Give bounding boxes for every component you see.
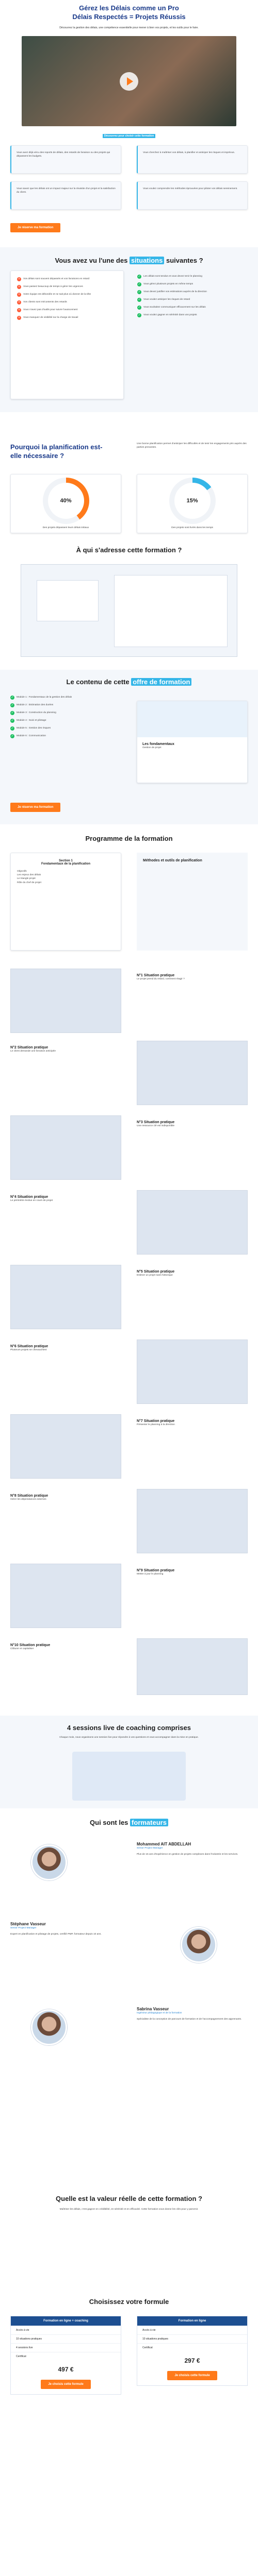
play-icon[interactable] xyxy=(120,72,138,91)
hero-intro: Découvrez la gestion des délais, une compétence essentielle pour mener à bien vos projets, et les outils pour le faire. xyxy=(59,26,199,29)
pricing-plan: Formation en ligne Accès à vie 10 situations pratiques Certificat 297 € Je choisis cette formule xyxy=(137,2316,248,2386)
value-text: Maîtriser les délais, c'est gagner en crédibilité, en sérénité et en efficacité. Cette formation vous donne les clés pour y parvenir. xyxy=(59,2208,199,2211)
quote-card: Vous avez déjà vécu des reports de délais, des retards de livraison ou des projets qui dépassent les budgets. xyxy=(10,145,121,174)
situation-image xyxy=(10,1414,121,1479)
trainer-card: Sabrina Vasseur Ingénieur pédagogique et de la formation Spécialiste de la conception de parcours de formation et de l'accompagnement des apprenants. xyxy=(137,2007,242,2021)
trainer-card: Mohammed AIT ABDELLAH Senior Project Manager Plus de 15 ans d'expérience en gestion de projets complexes dans l'industrie et les services. xyxy=(137,1842,238,1856)
check-icon: ✓ xyxy=(11,735,14,738)
situation-image xyxy=(10,1265,121,1329)
content-card: Les fondamentaux Gestion de projet xyxy=(137,701,248,783)
check-icon: ✓ xyxy=(138,306,141,309)
situation-item: N°4 Situation pratique Le périmètre évolue en cours de projet xyxy=(10,1195,53,1202)
pricing-plan: Formation en ligne + coaching Accès à vie 10 situations pratiques 4 sessions live Certificat 497 € Je choisis cette formule xyxy=(10,2316,121,2395)
why-title: Pourquoi la planification est-elle nécessaire ? xyxy=(10,443,103,460)
pricing-section xyxy=(0,2298,258,2566)
pricing-title: Choisissez votre formule xyxy=(89,2298,169,2306)
cross-icon: × xyxy=(17,308,21,312)
programme-side-card: Méthodes et outils de planification xyxy=(137,853,248,951)
situation-item: N°5 Situation pratique Estimer un projet sans historique xyxy=(137,1270,175,1277)
check-icon: ✓ xyxy=(138,314,141,317)
problem-list-left: × Vos délais sont souvent dépassés et vos livraisons en retard × Vous passez beaucoup de temps à gérer les urgences × Votre équipe est débordée et ne sait plus où donner de la tête × Vos clients sont mécontents des retards × Vous n'avez pas d'outils pour suivre l'avancement × Vous manquez de visibilité sur la charge de travail xyxy=(10,270,124,399)
situation-image xyxy=(137,1489,248,1553)
cross-icon: × xyxy=(17,316,21,320)
stat-card: 15% Des projets sont livrés dans les temps xyxy=(137,474,248,533)
value-title: Quelle est la valeur réelle de cette formation ? xyxy=(56,2195,202,2202)
situations-section xyxy=(0,969,258,1700)
content-title: Le contenu de cette offre de formation xyxy=(0,678,258,686)
cross-icon: × xyxy=(17,293,21,297)
coaching-title: 4 sessions live de coaching comprises xyxy=(67,1724,191,1732)
check-icon: ✓ xyxy=(138,298,141,301)
hero-video[interactable] xyxy=(22,36,236,126)
page-subtitle: Délais Respectés = Projets Réussis xyxy=(72,12,186,21)
situation-image xyxy=(137,1041,248,1105)
situation-item: N°7 Situation pratique Présenter le planning à la direction xyxy=(137,1419,175,1426)
problem-title: Vous avez vu l'une des situations suivantes ? xyxy=(55,257,203,264)
quote-cards xyxy=(0,145,258,217)
situation-image xyxy=(10,1564,121,1628)
situation-image xyxy=(137,1190,248,1255)
why-section xyxy=(0,433,258,536)
situation-image xyxy=(137,1638,248,1695)
situation-item: N°1 Situation pratique Le projet prend du retard, comment réagir ? xyxy=(137,974,185,980)
programme-section xyxy=(0,835,258,958)
stat-card: 40% Des projets dépassent leurs délais initiaux xyxy=(10,474,121,533)
why-text: Une bonne planification permet d'anticiper les difficultés et de tenir les engagements pris auprès des parties prenantes. xyxy=(137,443,247,449)
page-title: Gérez les Délais comme un Pro xyxy=(79,4,179,12)
situation-item: N°6 Situation pratique Plusieurs projets se chevauchent xyxy=(10,1345,49,1351)
avatar xyxy=(31,1844,67,1880)
reserve-button[interactable]: Je réserve ma formation xyxy=(10,803,60,812)
coaching-section xyxy=(0,1716,258,1808)
programme-title: Programme de la formation xyxy=(85,835,173,842)
situation-item: N°8 Situation pratique Gérer les dépendances externes xyxy=(10,1494,49,1501)
situation-item: N°9 Situation pratique Mettre à jour le planning xyxy=(137,1569,175,1575)
cross-icon: × xyxy=(17,300,21,304)
cross-icon: × xyxy=(17,285,21,289)
reserve-button[interactable]: Je réserve ma formation xyxy=(10,223,60,232)
situation-image xyxy=(10,1115,121,1180)
avatar xyxy=(31,2009,67,2045)
check-icon: ✓ xyxy=(138,283,141,286)
hero-section xyxy=(0,4,258,30)
check-icon: ✓ xyxy=(11,704,14,707)
quote-card: Vous voulez comprendre les méthodes éprouvées pour piloter vos délais sereinement. xyxy=(137,181,248,210)
check-icon: ✓ xyxy=(11,719,14,722)
avatar xyxy=(181,1927,217,1963)
situation-item: N°3 Situation pratique Une ressource clé est indisponible xyxy=(137,1121,175,1127)
coaching-text: Chaque mois, nous organisons une session live pour répondre à vos questions et vous accompagner dans la mise en pratique. xyxy=(59,1736,199,1739)
choose-plan-button[interactable]: Je choisis cette formule xyxy=(167,2371,217,2380)
audience-title: À qui s'adresse cette formation ? xyxy=(76,546,182,554)
situation-item: N°10 Situation pratique Clôturer et capitaliser xyxy=(10,1643,51,1650)
situation-item: N°2 Situation pratique Le client demande une livraison anticipée xyxy=(10,1046,56,1053)
check-icon: ✓ xyxy=(138,275,141,278)
problem-section xyxy=(0,247,258,412)
coaching-illustration xyxy=(72,1752,186,1801)
cross-icon: × xyxy=(17,277,21,281)
content-section xyxy=(0,670,258,824)
trainers-title: Qui sont les formateurs xyxy=(0,1819,258,1826)
check-icon: ✓ xyxy=(11,711,14,715)
programme-section-card: Section 1 Fondamentaux de la planification Objectifs Les enjeux des délais Le triangle projet Rôle du chef de projet xyxy=(10,853,121,951)
choose-plan-button[interactable]: Je choisis cette formule xyxy=(41,2380,90,2389)
problem-list-right: ✓ Les délais sont tendus et vous devez tenir le planning ✓ Vous gérez plusieurs projets en même temps ✓ Vous devez justifier vos estimations auprès de la direction ✓ Vous voulez anticiper les risques de retard ✓ Vous souhaitez communiquer efficacement sur les délais ✓ Vous voulez gagner en sérénité dans vos projets xyxy=(138,275,207,317)
content-list: ✓ Module 1 : Fondamentaux de la gestion des délais ✓ Module 2 : Estimation des durées ✓ Module 3 : Construction du planning ✓ Module 4 : Suivi et pilotage ✓ Module 5 : Gestion des risques ✓ Module 6 : Communication xyxy=(11,696,72,738)
audience-illustration xyxy=(21,564,237,657)
situation-image xyxy=(10,969,121,1033)
video-caption: Découvrez pour choisir cette formation xyxy=(103,134,156,138)
quote-card: Vous cherchez à maîtriser vos délais, à planifier et anticiper les risques et imprévus. xyxy=(137,145,248,174)
situation-image xyxy=(137,1340,248,1404)
check-icon: ✓ xyxy=(11,696,14,699)
trainer-card: Stéphane Vasseur Senior Project Manager Expert en planification et pilotage de projets, certifié PMP, formateur depuis 10 ans. xyxy=(10,1922,102,1936)
check-icon: ✓ xyxy=(11,727,14,730)
value-section xyxy=(0,2195,258,2287)
quote-card: Vous savez que les délais ont un impact majeur sur la réussite d'un projet et la satisfaction du client. xyxy=(10,181,121,210)
check-icon: ✓ xyxy=(138,291,141,294)
audience-section xyxy=(0,546,258,659)
trainers-section xyxy=(0,1819,258,2190)
